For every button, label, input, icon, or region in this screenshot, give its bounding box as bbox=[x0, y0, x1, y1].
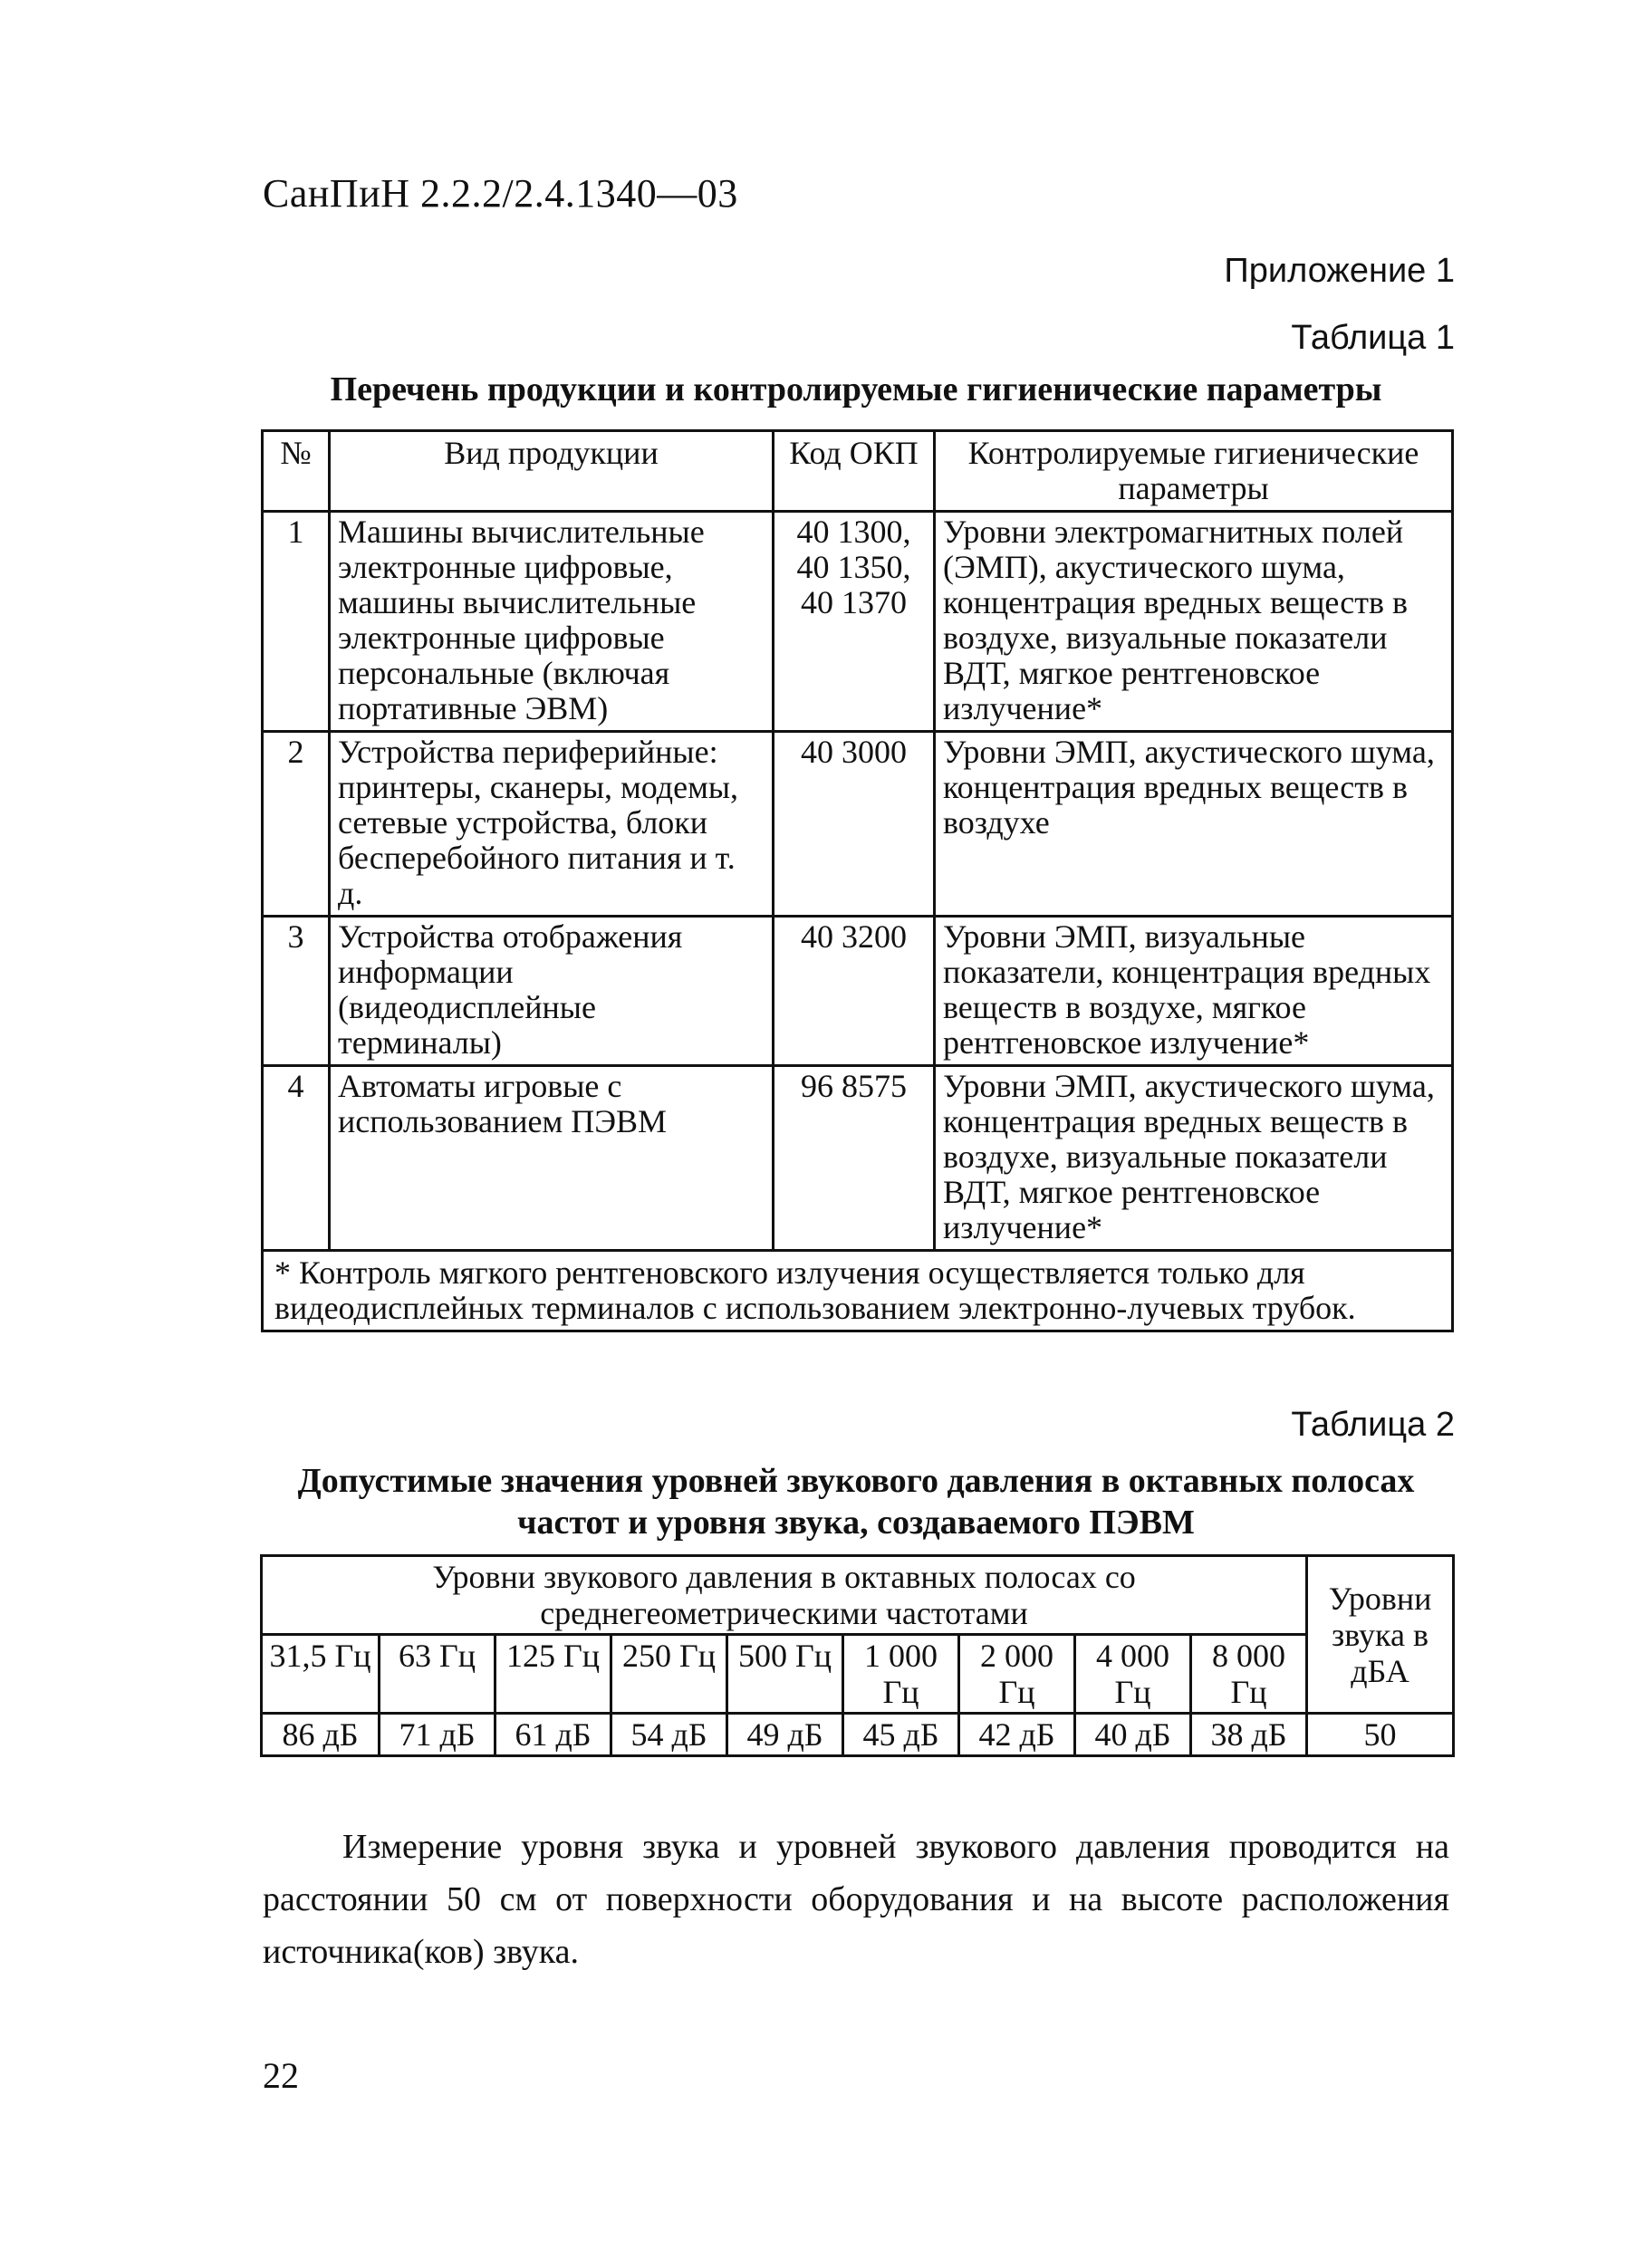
table2-label: Таблица 2 bbox=[1291, 1406, 1455, 1444]
product-cell: Машины вычислительные электронные цифровые, машины вычислительные электронные цифровые персональные (включая портативные ЭВМ) bbox=[330, 512, 774, 732]
frequency-row bbox=[262, 1635, 1454, 1714]
db-value-cell: 61 дБ bbox=[495, 1714, 611, 1756]
table1-label: Таблица 1 bbox=[1291, 319, 1455, 357]
code-cell: 40 3000 bbox=[774, 732, 935, 917]
footnote-row bbox=[263, 1251, 1453, 1331]
pressure-levels-header: Уровни звукового давления в октавных полосах со среднегеометрическими частотами bbox=[262, 1556, 1307, 1635]
col-header-code: Код ОКП bbox=[774, 431, 935, 512]
col-header-number: № bbox=[263, 431, 330, 512]
frequency-cell: 500 Гц bbox=[727, 1635, 843, 1714]
frequency-cell: 4 000 Гц bbox=[1075, 1635, 1191, 1714]
frequency-cell: 63 Гц bbox=[380, 1635, 495, 1714]
dba-value-cell: 50 bbox=[1307, 1714, 1454, 1756]
db-value-cell: 49 дБ bbox=[727, 1714, 843, 1756]
db-value-cell: 71 дБ bbox=[380, 1714, 495, 1756]
db-value-cell: 45 дБ bbox=[843, 1714, 959, 1756]
params-cell: Уровни ЭМП, акустического шума, концентрация вредных веществ в воздухе bbox=[935, 732, 1453, 917]
code-cell: 40 3200 bbox=[774, 917, 935, 1066]
table-header-row bbox=[263, 431, 1453, 512]
table1-title: Перечень продукции и контролируемые гигиенические параметры bbox=[330, 370, 1382, 408]
row-number: 1 bbox=[263, 512, 330, 732]
row-number: 3 bbox=[263, 917, 330, 1066]
table2-title: Допустимые значения уровней звукового давления в октавных полосах частот и уровня звука, создаваемого ПЭВМ bbox=[297, 1462, 1415, 1542]
products-table bbox=[261, 429, 1454, 1332]
product-cell: Устройства отображения информации (видеодисплейные терминалы) bbox=[330, 917, 774, 1066]
document-code: СанПиН 2.2.2/2.4.1340—03 bbox=[263, 171, 738, 216]
table-row bbox=[263, 1066, 1453, 1251]
page-number: 22 bbox=[263, 2055, 299, 2096]
frequency-cell: 250 Гц bbox=[611, 1635, 727, 1714]
frequency-cell: 125 Гц bbox=[495, 1635, 611, 1714]
params-cell: Уровни ЭМП, акустического шума, концентрация вредных веществ в воздухе, визуальные показатели ВДТ, мягкое рентгеновское излучение* bbox=[935, 1066, 1453, 1251]
code-cell: 96 8575 bbox=[774, 1066, 935, 1251]
db-value-cell: 40 дБ bbox=[1075, 1714, 1191, 1756]
table-footnote: * Контроль мягкого рентгеновского излучения осуществляется только для видеодисплейных терминалов с использованием электронно-лучевых трубок. bbox=[263, 1251, 1453, 1331]
db-value-cell: 54 дБ bbox=[611, 1714, 727, 1756]
sound-levels-table bbox=[260, 1554, 1455, 1757]
frequency-cell: 1 000 Гц bbox=[843, 1635, 959, 1714]
product-cell: Устройства периферийные: принтеры, сканеры, модемы, сетевые устройства, блоки бесперебойного питания и т. д. bbox=[330, 732, 774, 917]
db-value-cell: 38 дБ bbox=[1191, 1714, 1307, 1756]
col-header-product: Вид продукции bbox=[330, 431, 774, 512]
col-header-params: Контролируемые гигиенические параметры bbox=[935, 431, 1453, 512]
db-value-cell: 42 дБ bbox=[959, 1714, 1075, 1756]
table-row bbox=[263, 917, 1453, 1066]
params-cell: Уровни ЭМП, визуальные показатели, концентрация вредных веществ в воздухе, мягкое рентгеновское излучение* bbox=[935, 917, 1453, 1066]
params-cell: Уровни электромагнитных полей (ЭМП), акустического шума, концентрация вредных веществ в воздухе, визуальные показатели ВДТ, мягкое рентгеновское излучение* bbox=[935, 512, 1453, 732]
frequency-cell: 2 000 Гц bbox=[959, 1635, 1075, 1714]
frequency-cell: 8 000 Гц bbox=[1191, 1635, 1307, 1714]
table-row bbox=[263, 732, 1453, 917]
code-cell: 40 1300, 40 1350, 40 1370 bbox=[774, 512, 935, 732]
frequency-cell: 31,5 Гц bbox=[262, 1635, 380, 1714]
measurement-paragraph bbox=[263, 1821, 1449, 1978]
row-number: 2 bbox=[263, 732, 330, 917]
product-cell: Автоматы игровые с использованием ПЭВМ bbox=[330, 1066, 774, 1251]
paragraph-text: Измерение уровня звука и уровней звукового давления проводится на расстоянии 50 см от поверхности оборудования и на высоте расположения источника(ков) звука. bbox=[263, 1828, 1449, 1971]
values-row bbox=[262, 1714, 1454, 1756]
row-number: 4 bbox=[263, 1066, 330, 1251]
table-row bbox=[263, 512, 1453, 732]
group-header-row bbox=[262, 1556, 1454, 1635]
appendix-label: Приложение 1 bbox=[1224, 252, 1455, 290]
sound-level-header: Уровни звука в дБА bbox=[1307, 1556, 1454, 1714]
db-value-cell: 86 дБ bbox=[262, 1714, 380, 1756]
